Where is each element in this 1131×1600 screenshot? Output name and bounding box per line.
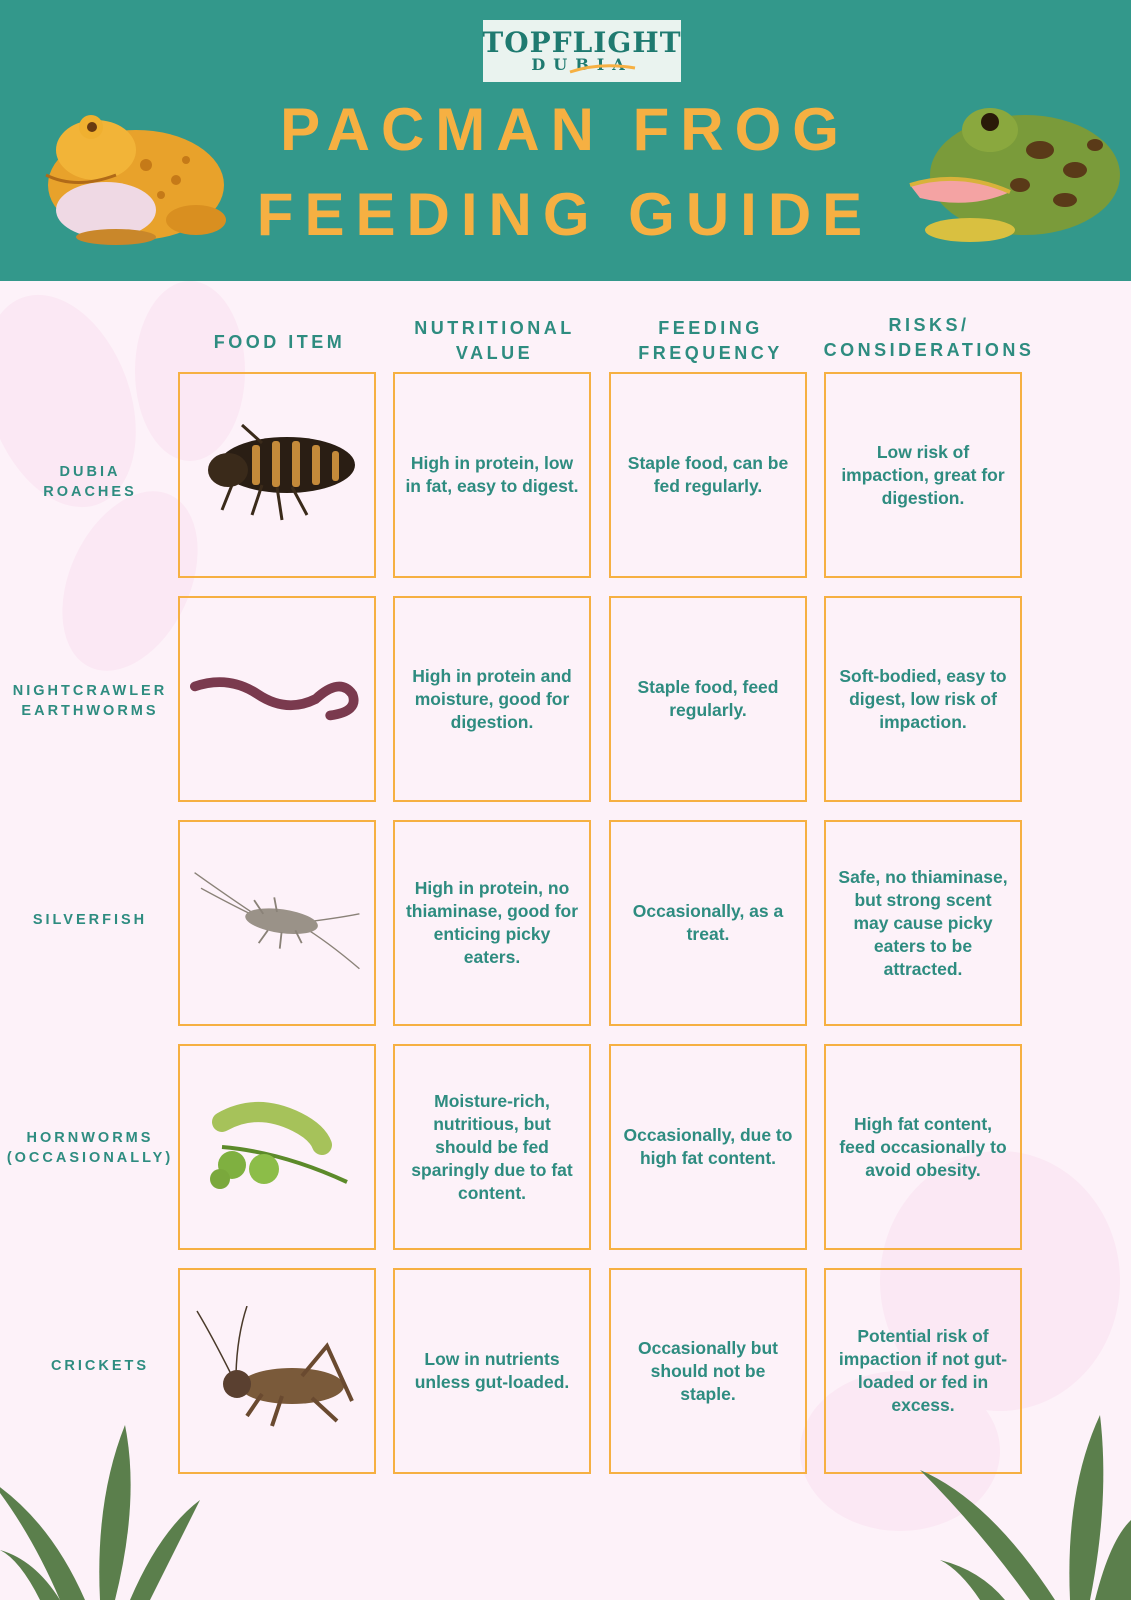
row-label-line-1: HORNWORMS	[26, 1130, 154, 1146]
cricket-icon	[192, 1306, 362, 1436]
frequency-text: Staple food, feed regularly.	[637, 677, 779, 720]
page-title-line-1: PACMAN FROG	[280, 96, 850, 163]
column-header-food-item	[178, 330, 381, 355]
nutritional-text: High in protein, no thiaminase, good for enticing picky eaters.	[405, 878, 579, 967]
risks-cell-earthworm	[824, 596, 1022, 802]
hornworm-icon	[202, 1097, 352, 1197]
row-label-line-2: EARTHWORMS	[21, 703, 159, 719]
food-image-cell-hornworm	[178, 1044, 376, 1250]
risks-text: Safe, no thiaminase, but strong scent may cause picky eaters to be attracted.	[838, 866, 1008, 979]
nutritional-text: High in protein, low in fat, easy to digest.	[405, 453, 579, 496]
frequency-text: Staple food, can be fed regularly.	[627, 453, 789, 496]
row-label-crickets	[10, 1356, 190, 1376]
column-header-food-item-text: FOOD ITEM	[213, 332, 346, 352]
column-header-feeding-frequency	[609, 316, 812, 366]
column-header-nutritional-line-2: VALUE	[455, 343, 534, 363]
column-header-frequency-line-2: FREQUENCY	[638, 343, 783, 363]
plant-leaves-left-icon	[0, 1420, 210, 1600]
frequency-cell-hornworm	[609, 1044, 807, 1250]
row-label-line-2: (OCCASIONALLY)	[6, 1150, 174, 1166]
frequency-cell-cricket	[609, 1268, 807, 1474]
green-pacman-frog-icon	[900, 100, 1125, 255]
row-label-dubia-roaches	[0, 462, 180, 502]
risks-text: Low risk of impaction, great for digestion.	[841, 441, 1005, 508]
nutritional-text: Moisture-rich, nutritious, but should be fed sparingly due to fat content.	[411, 1090, 573, 1203]
nutritional-cell-dubia	[393, 372, 591, 578]
nutritional-text: High in protein and moisture, good for digestion.	[412, 665, 572, 732]
row-label-hornworms	[0, 1128, 180, 1168]
food-image-cell-earthworm	[178, 596, 376, 802]
column-header-frequency-line-1: FEEDING	[658, 318, 763, 338]
logo-swoosh-icon	[530, 55, 640, 78]
frequency-text: Occasionally, due to high fat content.	[623, 1125, 793, 1168]
row-label-nightcrawler	[0, 681, 180, 721]
row-label-line-1: SILVERFISH	[32, 912, 148, 928]
frequency-cell-earthworm	[609, 596, 807, 802]
nutritional-cell-earthworm	[393, 596, 591, 802]
frequency-cell-dubia	[609, 372, 807, 578]
row-label-line-1: CRICKETS	[50, 1358, 150, 1374]
nutritional-cell-hornworm	[393, 1044, 591, 1250]
frequency-text: Occasionally but should not be staple.	[637, 1337, 779, 1404]
page-title-line-2: FEEDING GUIDE	[256, 181, 874, 248]
nutritional-text: Low in nutrients unless gut-loaded.	[414, 1349, 570, 1392]
column-header-nutritional-line-1: NUTRITIONAL	[414, 318, 575, 338]
risks-cell-hornworm	[824, 1044, 1022, 1250]
food-image-cell-dubia	[178, 372, 376, 578]
column-header-risks-line-1: RISKS/	[888, 315, 970, 335]
row-label-line-1: NIGHTCRAWLER	[12, 683, 168, 699]
orange-pacman-frog-icon	[36, 105, 236, 250]
frequency-cell-silverfish	[609, 820, 807, 1026]
food-image-cell-silverfish	[178, 820, 376, 1026]
risks-cell-silverfish	[824, 820, 1022, 1026]
risks-text: Soft-bodied, easy to digest, low risk of impaction.	[839, 665, 1007, 732]
risks-text: High fat content, feed occasionally to avoid obesity.	[839, 1113, 1007, 1180]
earthworm-icon	[190, 664, 364, 734]
column-header-risks	[818, 313, 1040, 363]
row-label-line-1: DUBIA	[59, 464, 121, 480]
plant-leaves-right-icon	[920, 1410, 1131, 1600]
nutritional-cell-cricket	[393, 1268, 591, 1474]
silverfish-icon	[190, 863, 364, 983]
column-header-risks-line-2: CONSIDERATIONS	[823, 340, 1035, 360]
logo-bottom-text: DUBIA	[531, 55, 633, 74]
row-label-silverfish	[0, 910, 180, 930]
nutritional-cell-silverfish	[393, 820, 591, 1026]
row-label-line-2: ROACHES	[43, 484, 137, 500]
risks-text: Potential risk of impaction if not gut-loaded or fed in excess.	[838, 1326, 1008, 1415]
frequency-text: Occasionally, as a treat.	[632, 901, 784, 944]
risks-cell-dubia	[824, 372, 1022, 578]
dubia-roach-icon	[192, 415, 362, 535]
column-header-nutritional-value	[393, 316, 596, 366]
logo-top-text: TOPFLIGHT	[482, 26, 682, 59]
